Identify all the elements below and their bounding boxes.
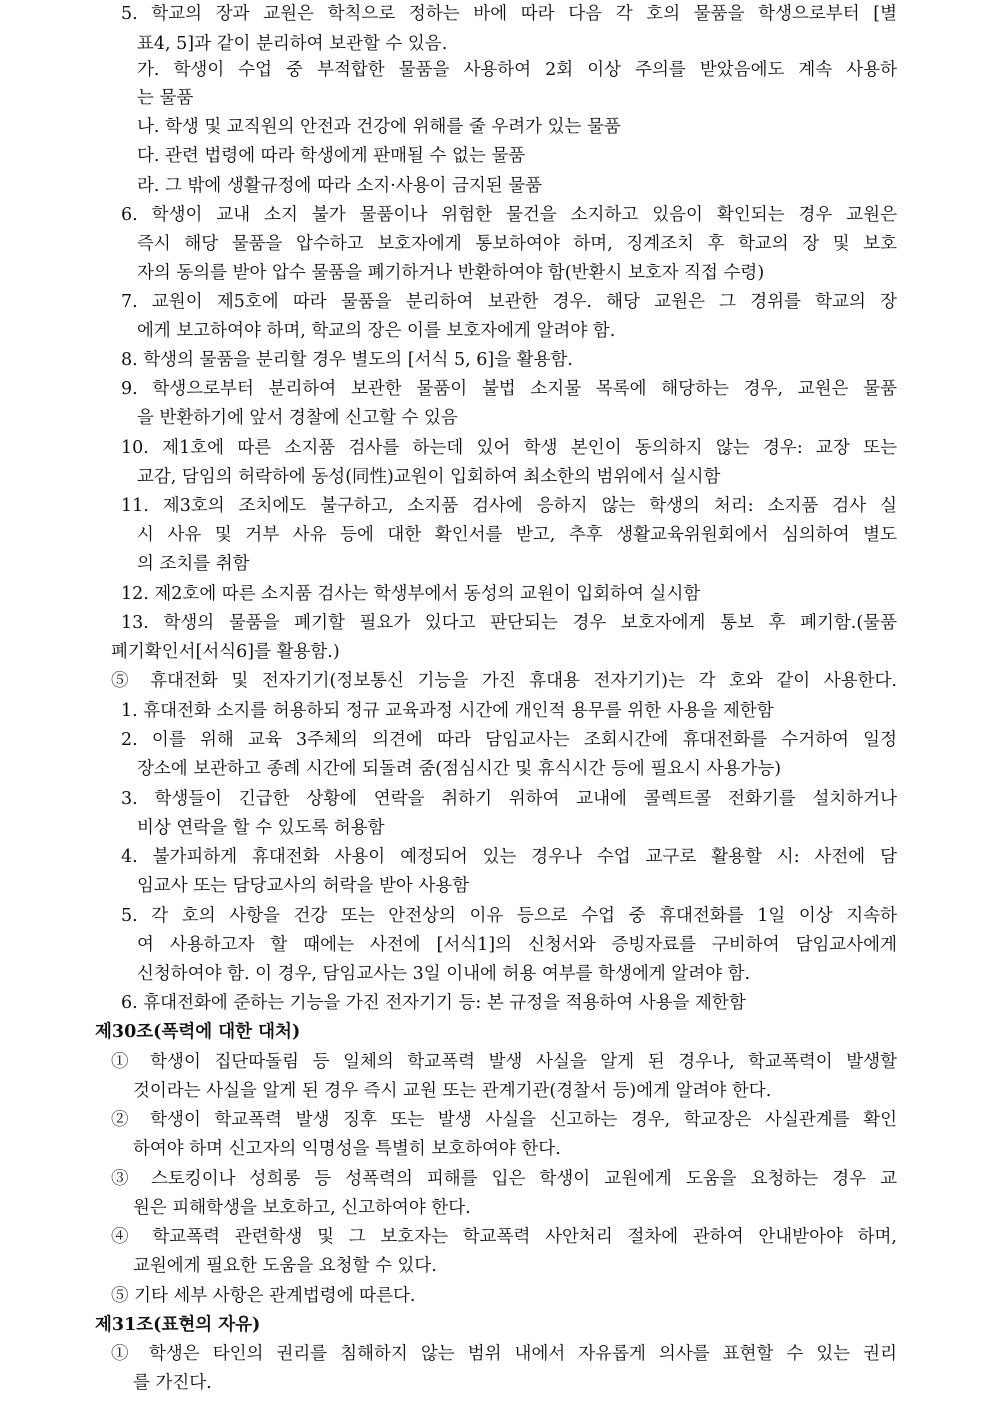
phone-item-2: 2. 이를 위해 교육 3주체의 의견에 따라 담임교사는 조회시간에 휴대전화를 수거하여 일정 — [121, 730, 897, 750]
phone-item-1: 1. 휴대전화 소지를 허용하되 정규 교육과정 시간에 개인적 용무를 위한 사용을 제한함 — [121, 701, 774, 721]
list-item-7-continuation: 에게 보고하여야 하며, 학교의 장은 이를 보호자에게 알려야 함. — [137, 321, 616, 341]
sub-item-da: 다. 관련 법령에 따라 학생에게 판매될 수 없는 물품 — [137, 146, 526, 166]
list-item-11-continuation: 시 사유 및 거부 사유 등에 대한 확인서를 받고, 추후 생활교육위원회에서 심의하여 별도 — [137, 525, 897, 545]
phone-item-3-continuation: 비상 연락을 할 수 있도록 허용함 — [137, 818, 385, 838]
list-item-6-line: 6. 학생이 교내 소지 불가 물품이나 위험한 물건을 소지하고 있음이 확인되는 경우 교원은 — [121, 205, 897, 225]
list-item-13-line: 13. 학생의 물품을 폐기할 필요가 있다고 판단되는 경우 보호자에게 통보 후 폐기함.(물품 — [121, 613, 897, 633]
article-31-heading: 제31조(표현의 자유) — [95, 1315, 261, 1335]
sub-item-ra: 라. 그 밖에 생활규정에 따라 소지·사용이 금지된 물품 — [137, 176, 543, 196]
article-30-paragraph-3-continuation: 원은 피해학생을 보호하고, 신고하여야 한다. — [133, 1198, 471, 1218]
list-item-13-continuation: 폐기확인서[서식6]를 활용함.) — [111, 642, 340, 662]
list-item-11-line: 11. 제3호의 조치에도 불구하고, 소지품 검사에 응하지 않는 학생의 처리: 소지품 검사 실 — [121, 496, 897, 516]
list-item-7-line: 7. 교원이 제5호에 따라 물품을 분리하여 보관한 경우. 해당 교원은 그 경위를 학교의 장 — [121, 292, 897, 312]
sub-item-na: 나. 학생 및 교직원의 안전과 건강에 위해를 줄 우려가 있는 물품 — [137, 117, 621, 137]
sub-item-ga: 가. 학생이 수업 중 부적합한 물품을 사용하여 2회 이상 주의를 받았음에도 계속 사용하 — [137, 60, 897, 80]
list-item-9-continuation: 을 반환하기에 앞서 경찰에 신고할 수 있음 — [137, 408, 458, 428]
phone-item-5: 5. 각 호의 사항을 건강 또는 안전상의 이유 등으로 수업 중 휴대전화를 1일 이상 지속하 — [121, 906, 897, 926]
article-30-paragraph-3: ③ 스토킹이나 성희롱 등 성폭력의 피해를 입은 학생이 교원에게 도움을 요청하는 경우 교 — [111, 1169, 897, 1189]
article-31-paragraph-1: ① 학생은 타인의 권리를 침해하지 않는 범위 내에서 자유롭게 의사를 표현할 수 있는 권리 — [111, 1344, 897, 1364]
clause-5-heading: ⑤ 휴대전화 및 전자기기(정보통신 기능을 가진 휴대용 전자기기)는 각 호와 같이 사용한다. — [111, 671, 897, 691]
phone-item-4: 4. 불가피하게 휴대전화 사용이 예정되어 있는 경우나 수업 교구로 활용할 시: 사전에 담 — [121, 847, 897, 867]
sub-item-ga-continuation: 는 물품 — [137, 88, 194, 108]
list-item-5-line: 5. 학교의 장과 교원은 학칙으로 정하는 바에 따라 다음 각 호의 물품을 학생으로부터 [별 — [121, 4, 897, 24]
list-item-8-line: 8. 학생의 물품을 분리할 경우 별도의 [서식 5, 6]을 활용함. — [121, 350, 573, 370]
phone-item-6: 6. 휴대전화에 준하는 기능을 가진 전자기기 등: 본 규정을 적용하여 사용을 제한함 — [121, 993, 746, 1013]
list-item-10-line: 10. 제1호에 따른 소지품 검사를 하는데 있어 학생 본인이 동의하지 않는 경우: 교장 또는 — [121, 438, 897, 458]
article-30-paragraph-4-continuation: 교원에게 필요한 도움을 요청할 수 있다. — [133, 1256, 437, 1276]
phone-item-5-continuation: 여 사용하고자 할 때에는 사전에 [서식1]의 신청서와 증빙자료를 구비하여 담임교사에게 — [137, 935, 897, 955]
article-30-heading: 제30조(폭력에 대한 대처) — [95, 1022, 301, 1042]
list-item-6-continuation: 즉시 해당 물품을 압수하고 보호자에게 통보하여야 하며, 징계조치 후 학교의 장 및 보호 — [137, 234, 897, 254]
article-30-paragraph-2: ② 학생이 학교폭력 발생 징후 또는 발생 사실을 신고하는 경우, 학교장은 사실관계를 확인 — [111, 1110, 897, 1130]
article-30-paragraph-1-continuation: 것이라는 사실을 알게 된 경우 즉시 교원 또는 관계기관(경찰서 등)에게 알려야 한다. — [133, 1081, 772, 1101]
list-item-6-continuation: 자의 동의를 받아 압수 물품을 폐기하거나 반환하여야 함(반환시 보호자 직접 수령) — [137, 263, 765, 283]
phone-item-5-continuation: 신청하여야 함. 이 경우, 담임교사는 3일 이내에 허용 여부를 학생에게 알려야 함. — [137, 964, 751, 984]
phone-item-3: 3. 학생들이 긴급한 상황에 연락을 취하기 위하여 교내에 콜렉트콜 전화기를 설치하거나 — [121, 789, 897, 809]
phone-item-4-continuation: 임교사 또는 담당교사의 허락을 받아 사용함 — [137, 876, 470, 896]
list-item-12-line: 12. 제2호에 따른 소지품 검사는 학생부에서 동성의 교원이 입회하여 실시함 — [121, 584, 701, 604]
article-30-paragraph-1: ① 학생이 집단따돌림 등 일체의 학교폭력 발생 사실을 알게 된 경우나, 학교폭력이 발생할 — [111, 1052, 897, 1072]
article-30-paragraph-2-continuation: 하여야 하며 신고자의 익명성을 특별히 보호하여야 한다. — [133, 1139, 561, 1159]
list-item-10-continuation: 교감, 담임의 허락하에 동성(同性)교원이 입회하여 최소한의 범위에서 실시함 — [137, 467, 721, 487]
list-item-9-line: 9. 학생으로부터 분리하여 보관한 물품이 불법 소지물 목록에 해당하는 경우, 교원은 물품 — [121, 379, 897, 399]
phone-item-2-continuation: 장소에 보관하고 종례 시간에 되돌려 줌(점심시간 및 휴식시간 등에 필요시 사용가능) — [137, 759, 782, 779]
list-item-11-continuation: 의 조치를 취함 — [137, 554, 250, 574]
article-30-paragraph-5: ⑤ 기타 세부 사항은 관계법령에 따른다. — [111, 1286, 416, 1306]
article-31-paragraph-1-continuation: 를 가진다. — [133, 1373, 212, 1393]
list-item-5-continuation: 표4, 5]과 같이 분리하여 보관할 수 있음. — [137, 34, 448, 54]
article-30-paragraph-4: ④ 학교폭력 관련학생 및 그 보호자는 학교폭력 사안처리 절차에 관하여 안내받아야 하며, — [111, 1227, 897, 1247]
